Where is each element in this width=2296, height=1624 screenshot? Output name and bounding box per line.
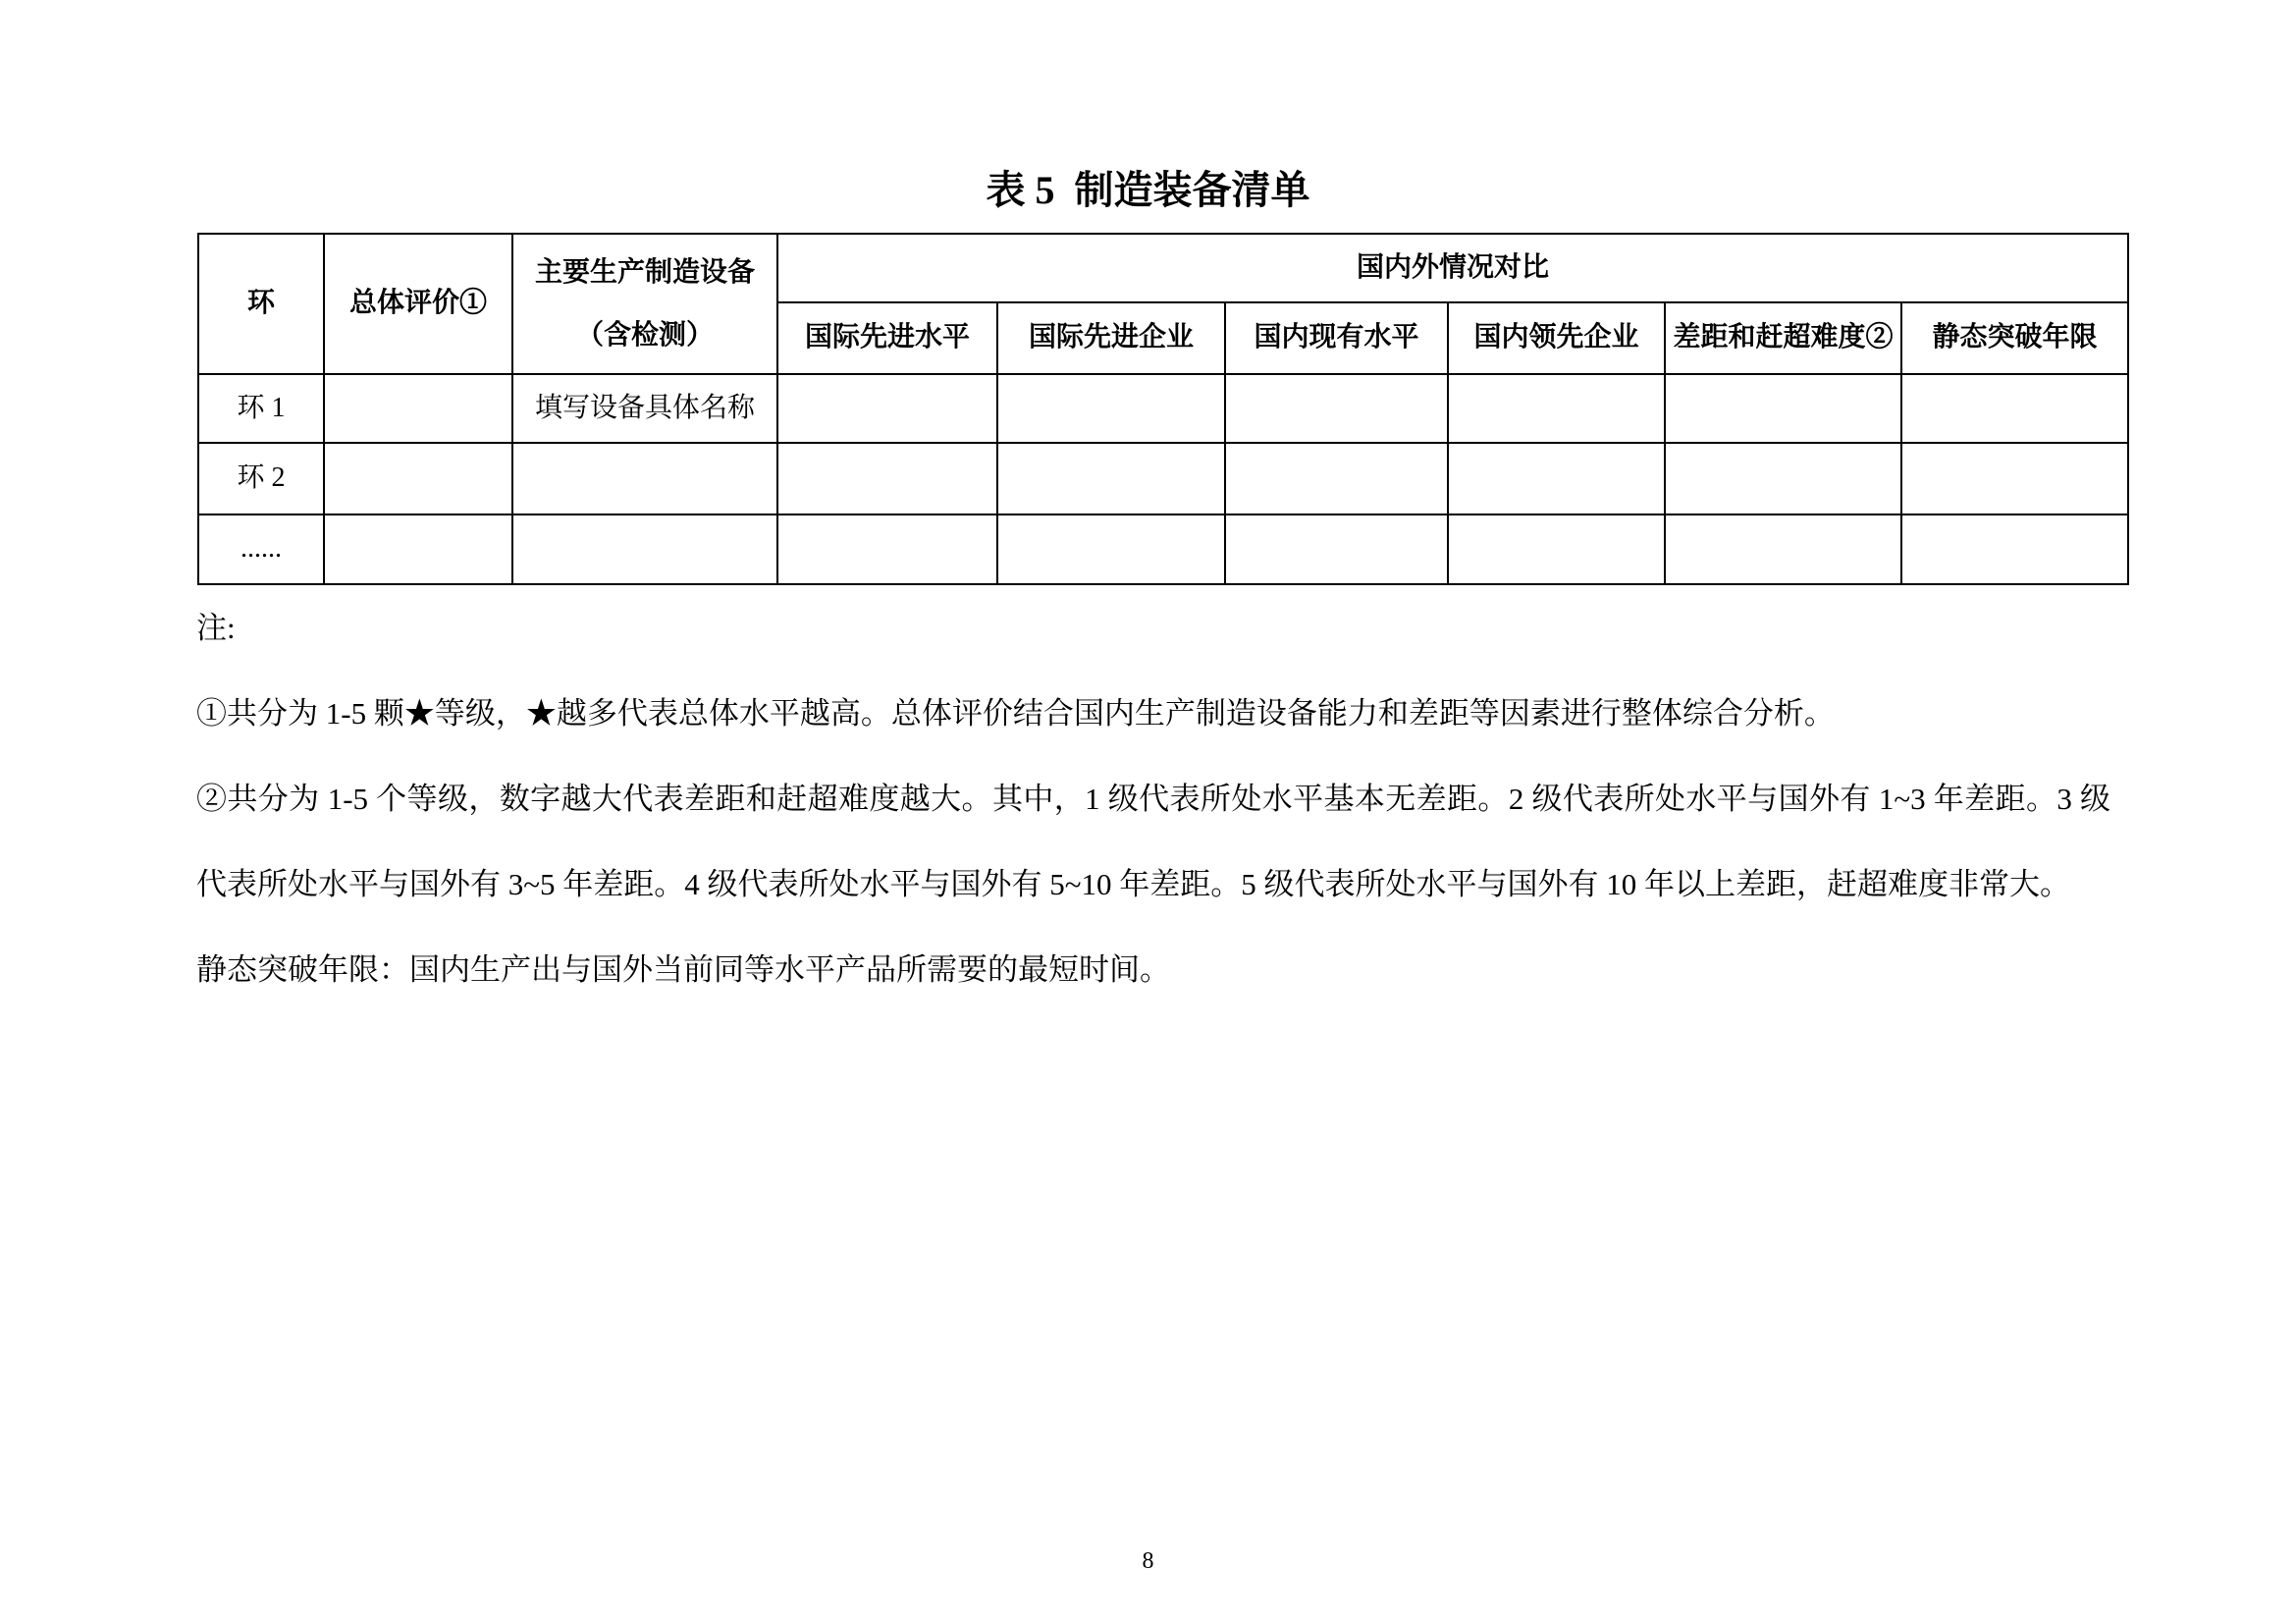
col-header-comparison-group: 国内外情况对比	[777, 234, 2128, 302]
row-label-cell: ......	[198, 514, 324, 584]
page-number: 8	[1142, 1548, 1154, 1574]
device-name-cell	[512, 514, 777, 584]
empty-cell	[997, 443, 1225, 514]
table-title: 表 5 制造装备清单	[986, 168, 1310, 212]
col-header-overall-rating: 总体评价①	[324, 234, 512, 374]
col-header-equipment-line1: 主要生产制造设备	[534, 256, 755, 288]
empty-cell	[997, 514, 1225, 584]
row-label-cell: 环 2	[198, 443, 324, 514]
overall-rating-cell	[324, 374, 512, 443]
col-header-equipment-line2: （含检测）	[575, 319, 714, 351]
empty-cell	[997, 374, 1225, 443]
header-row-top	[198, 234, 2128, 302]
device-name-cell	[512, 443, 777, 514]
empty-cell	[1665, 443, 1901, 514]
empty-cell	[1448, 374, 1665, 443]
col-header-static-breakthrough-period: 静态突破年限	[1901, 302, 2128, 374]
col-header-intl-advanced-enterprise: 国际先进企业	[997, 302, 1225, 374]
table-row-ellipsis	[198, 514, 2128, 584]
empty-cell	[1665, 374, 1901, 443]
col-header-gap-difficulty: 差距和赶超难度②	[1665, 302, 1901, 374]
empty-cell	[1225, 374, 1448, 443]
empty-cell	[1225, 514, 1448, 584]
col-header-domestic-leading-enterprise: 国内领先企业	[1448, 302, 1665, 374]
empty-cell	[1901, 443, 2128, 514]
empty-cell	[1901, 374, 2128, 443]
device-name-cell: 填写设备具体名称	[512, 374, 777, 443]
table-row-ring2	[198, 443, 2128, 514]
empty-cell	[777, 374, 997, 443]
note-1: ①共分为 1-5 颗★等级，★越多代表总体水平越高。总体评价结合国内生产制造设备能力和差距等因素进行整体综合分析。	[196, 696, 1835, 731]
empty-cell	[1448, 514, 1665, 584]
col-header-ring: 环	[198, 234, 324, 374]
note-3: 静态突破年限：国内生产出与国外当前同等水平产品所需要的最短时间。	[196, 952, 1170, 987]
table-row-ring1	[198, 374, 2128, 443]
empty-cell	[1448, 443, 1665, 514]
empty-cell	[777, 514, 997, 584]
overall-rating-cell	[324, 443, 512, 514]
empty-cell	[777, 443, 997, 514]
col-header-domestic-current-level: 国内现有水平	[1225, 302, 1448, 374]
col-header-intl-advanced-level: 国际先进水平	[777, 302, 997, 374]
equipment-table	[197, 233, 2129, 585]
note-2: ②共分为 1-5 个等级，数字越大代表差距和赶超难度越大。其中，1 级代表所处水平基本无差距。2 级代表所处水平与国外有 1~3 年差距。3 级代表所处水平与国外有 3~5 年差距。4 级代表所处水平与国外有 5~10 年差距。5 级代表所处水平与国外有 10 年以上差距，赶超难度非常大。	[196, 782, 2110, 901]
notes-section	[196, 585, 2110, 1012]
row-label-cell: 环 1	[198, 374, 324, 443]
empty-cell	[1225, 443, 1448, 514]
notes-label: 注:	[196, 611, 236, 645]
empty-cell	[1901, 514, 2128, 584]
col-header-equipment	[512, 234, 777, 374]
overall-rating-cell	[324, 514, 512, 584]
empty-cell	[1665, 514, 1901, 584]
